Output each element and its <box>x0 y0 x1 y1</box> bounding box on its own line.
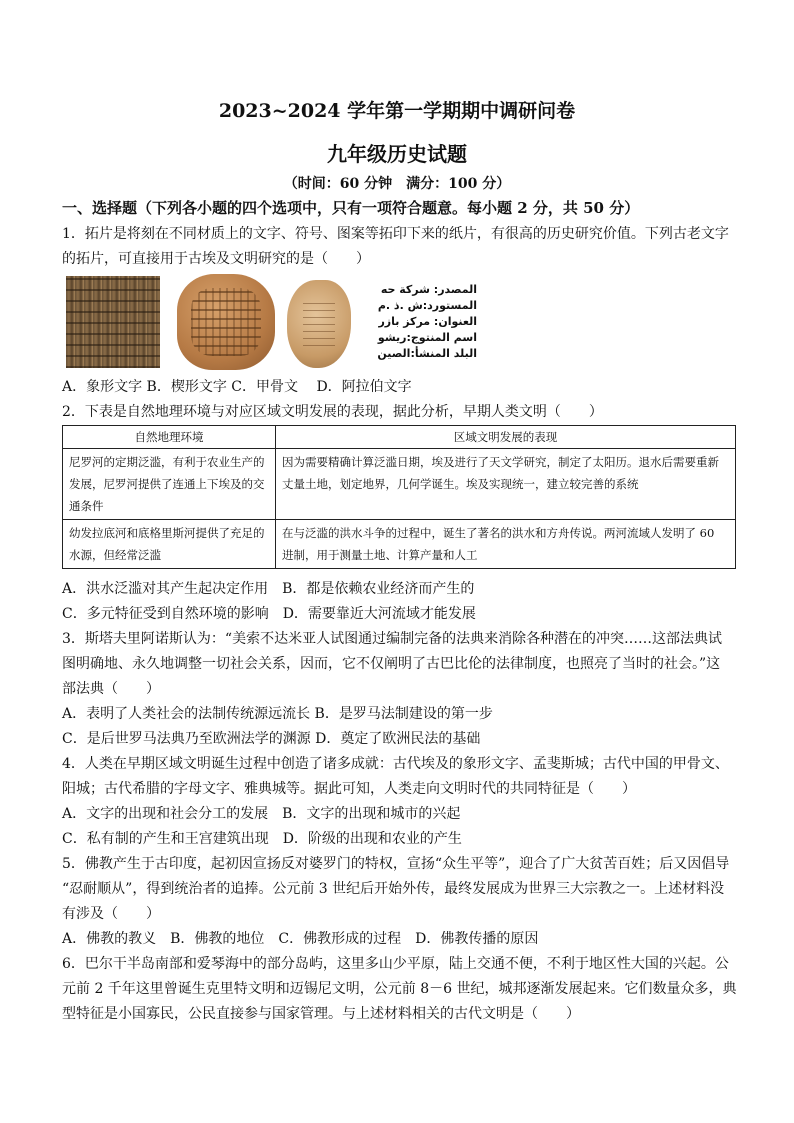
q3-stem-line2: 图明确地、永久地调整一切社会关系，因而，它不仅阐明了古巴比伦的法律制度，也照亮了当时的社会。”这 <box>62 656 721 672</box>
q3-options-line1: A．表明了人类社会的法制传统源远流长 B．是罗马法制建设的第一步 <box>62 706 493 722</box>
q1-options: A．象形文字 B．楔形文字 C．甲骨文 D．阿拉伯文字 <box>62 379 412 395</box>
table-header-cell: 自然地理环境 <box>63 426 276 449</box>
q4-options-line2: C．私有制的产生和王宫建筑出现 D．阶级的出现和农业的产生 <box>62 831 462 847</box>
q1-stem-line2: 的拓片，可直接用于古埃及文明研究的是（ ） <box>62 251 370 267</box>
q6-stem-line1: 6．巴尔干半岛南部和爱琴海中的部分岛屿，这里多山少平原，陆上交通不便，不利于地区性大国的兴起。公 <box>62 956 729 972</box>
q4-stem-line1: 4．人类在早期区域文明诞生过程中创造了诸多成就：古代埃及的象形文字、孟斐斯城；古代中国的甲骨文、 <box>62 756 729 772</box>
table-row <box>63 449 736 520</box>
q2-table <box>62 425 736 569</box>
cuneiform-tablet-image <box>177 274 275 370</box>
arabic-line: المصدر: شركة حه <box>380 283 477 296</box>
table-cell: 幼发拉底河和底格里斯河提供了充足的水源，但经常泛滥 <box>63 520 276 569</box>
arabic-text-image <box>377 282 477 362</box>
hieroglyph-rubbing-image <box>66 276 160 368</box>
q3-stem-line1: 3．斯塔夫里阿诺斯认为：“美索不达米亚人试图通过编制完备的法典来消除各种潜在的冲突……这部法典试 <box>62 631 723 647</box>
q2-options-line2: C．多元特征受到自然环境的影响 D．需要靠近大河流域才能发展 <box>62 606 476 622</box>
table-header-cell: 区域文明发展的表现 <box>276 426 736 449</box>
table-cell: 在与泛滥的洪水斗争的过程中，诞生了著名的洪水和方舟传说。两河流域人发明了 60 进制，用于测量土地、计算产量和人工 <box>276 520 736 569</box>
q6-stem-line2: 元前 2 千年这里曾诞生克里特文明和迈锡尼文明，公元前 8－6 世纪，城邦逐渐发展起来。它们数量众多，典 <box>62 981 737 997</box>
q5-options: A．佛教的教义 B．佛教的地位 C．佛教形成的过程 D．佛教传播的原因 <box>62 931 539 947</box>
q5-stem-line3: 有涉及（ ） <box>62 906 160 922</box>
q5-stem-line2: “忍耐顺从”，得到统治者的追捧。公元前 3 世纪后开始外传，最终发展成为世界三大宗教之一。上述材料没 <box>62 881 725 897</box>
oracle-bone-image <box>287 280 351 368</box>
arabic-line: المستورد:ش .ذ .م <box>377 299 477 312</box>
table-header-row <box>63 426 736 449</box>
section-heading: 一、选择题（下列各小题的四个选项中，只有一项符合题意。每小题 2 分，共 50 分） <box>62 199 640 217</box>
q1-image-row <box>62 272 482 372</box>
q2-options-line1: A．洪水泛滥对其产生起决定作用 B．都是依赖农业经济而产生的 <box>62 581 475 597</box>
q3-stem-line3: 部法典（ ） <box>62 681 160 697</box>
q4-options-line1: A．文字的出现和社会分工的发展 B．文字的出现和城市的兴起 <box>62 806 461 822</box>
arabic-line: البلد المنشأ:الصين <box>377 347 477 360</box>
q6-stem-line3: 型特征是小国寡民，公民直接参与国家管理。与上述材料相关的古代文明是（ ） <box>62 1006 580 1022</box>
table-cell: 尼罗河的定期泛滥，有利于农业生产的发展，尼罗河提供了连通上下埃及的交通条件 <box>63 449 276 520</box>
q4-stem-line2: 阳城；古代希腊的字母文字、雅典城等。据此可知，人类走向文明时代的共同特征是（ ） <box>62 781 636 797</box>
exam-title: 2023~2024 学年第一学期期中调研问卷 <box>218 100 576 122</box>
table-cell: 因为需要精确计算泛滥日期，埃及进行了天文学研究，制定了太阳历。退水后需要重新丈量土地，划定地界，几何学诞生。埃及实现统一，建立较完善的系统 <box>276 449 736 520</box>
arabic-line: اسم المنتوج:ريشو <box>377 331 477 344</box>
arabic-line: العنوان: مركز بازر <box>378 315 477 328</box>
q3-options-line2: C．是后世罗马法典乃至欧洲法学的渊源 D．奠定了欧洲民法的基础 <box>62 731 481 747</box>
exam-meta: （时间：60 分钟 满分：100 分） <box>283 176 511 192</box>
table-row <box>63 520 736 569</box>
q1-stem-line1: 1．拓片是将刻在不同材质上的文字、符号、图案等拓印下来的纸片，有很高的历史研究价值。下列古老文字 <box>62 226 729 242</box>
q5-stem-line1: 5．佛教产生于古印度，起初因宣扬反对婆罗门的特权，宣扬“众生平等”，迎合了广大贫苦百姓；后又因倡导 <box>62 856 730 872</box>
q2-stem: 2．下表是自然地理环境与对应区域文明发展的表现，据此分析，早期人类文明（ ） <box>62 404 603 420</box>
exam-subtitle: 九年级历史试题 <box>327 142 467 166</box>
